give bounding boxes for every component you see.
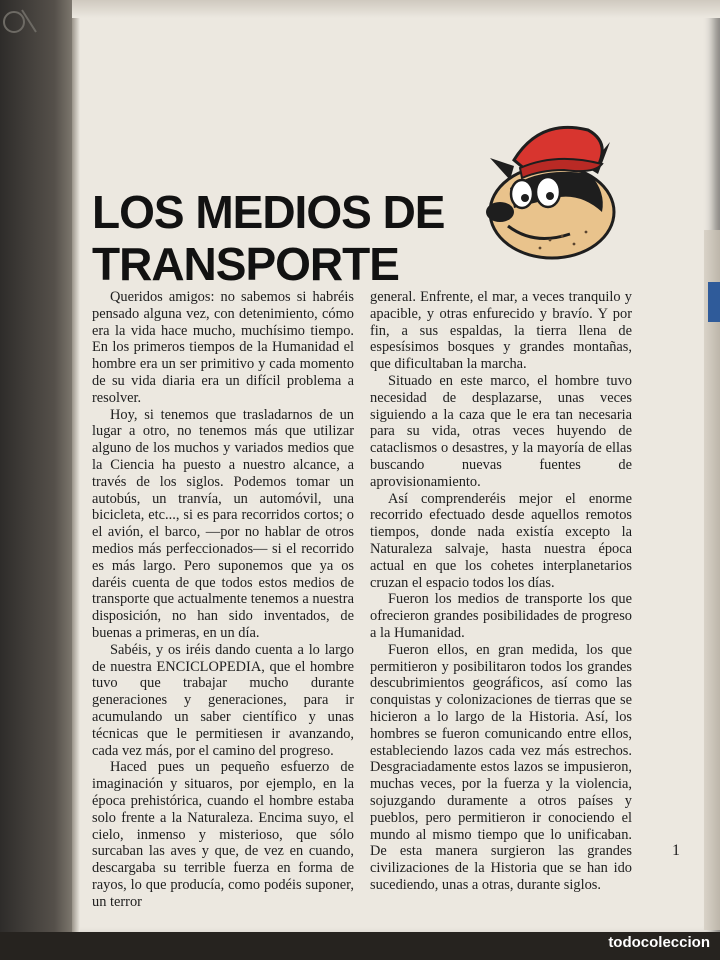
text-column-right bbox=[370, 289, 632, 894]
next-page-edge bbox=[704, 230, 720, 930]
paragraph: Haced pues un pequeño esfuerzo de imaginación y situaros, por ejemplo, en la época prehistórica, cuando el hombre estaba solo frente a la Naturaleza. Encima suyo, el cielo, inmenso y misterioso, que sólo surcaban las aves y que, de vez en cuando, descargaba su terrible fuerza en forma de rayos, lo que producía, como podéis suponer, un terror bbox=[92, 759, 354, 910]
paragraph: Situado en este marco, el hombre tuvo necesidad de desplazarse, unas veces siguiendo a la caza que le era tan necesaria para su vida, otras veces huyendo de cataclismos o desastres, y la mayoría de ellas buscando nuevas fuentes de aprovisionamiento. bbox=[370, 372, 632, 490]
paragraph: general. Enfrente, el mar, a veces tranquilo y apacible, y otras enfurecido y bravío. Y por fin, a sus espaldas, la tierra llena de espesísimos bosques y grandes montañas, que dificultaban la marcha. bbox=[370, 289, 632, 373]
watermark: todocoleccion bbox=[608, 934, 710, 951]
title-line-2: TRANSPORTE bbox=[92, 238, 399, 290]
title-line-1: LOS MEDIOS DE bbox=[92, 186, 445, 238]
paragraph: Fueron ellos, en gran medida, los que permitieron y posibilitaron todos los grandes descubrimientos geográficos, así como las conquistas y colonizaciones de tierras que se hicieron a lo largo de la Historia. Así, los hombres se fueron comunicando entre ellos, estableciendo lazos cada vez más estrechos. Desgraciadamente estos lazos se impusieron, muchas veces, por la fuerza y la violencia, sojuzgando duramente a otros países y pueblos, pero permitieron ir conociendo el mundo al mismo tiempo que lo unificaban. De esta manera surgieron las grandes civilizaciones de la Historia que se han ido sucediendo, unas a otras, durante siglos. bbox=[370, 641, 632, 893]
corner-logo-icon bbox=[0, 2, 40, 44]
paragraph: Así comprenderéis mejor el enorme recorrido efectuado desde aquellos remotos tiempos, donde nada existía excepto la Naturaleza salvaje, hasta nuestra época actual en que los cohetes interplanetarios cruzan el espacio todos los días. bbox=[370, 490, 632, 591]
page-gutter bbox=[72, 0, 80, 938]
text-column-left bbox=[92, 289, 354, 910]
page-title bbox=[92, 186, 444, 290]
paragraph: Queridos amigos: no sabemos si habréis pensado alguna vez, con detenimiento, cómo era la vida hace mucho, muchísimo tiempo. En los primeros tiempos de la Humanidad el hombre era un ser primitivo y cada momento de su vida diaria era un difícil problema a resolver. bbox=[92, 289, 354, 406]
paragraph: Sabéis, y os iréis dando cuenta a lo largo de nuestra ENCICLOPEDIA, que el hombre tuvo que trabajar mucho durante generaciones y generaciones, para ir acumulando un saber científico y unas técnicas que le permitiesen ir avanzando, cada vez más, por el camino del progreso. bbox=[92, 641, 354, 759]
paragraph: Fueron los medios de transporte los que ofrecieron grandes posibilidades de progreso a la Humanidad. bbox=[370, 591, 632, 641]
cartoon-dog-mascot-icon bbox=[470, 108, 620, 268]
page-number: 1 bbox=[672, 842, 680, 859]
book-binding-shadow bbox=[0, 0, 78, 960]
blue-tab bbox=[708, 282, 720, 322]
page-top-shadow bbox=[72, 0, 720, 18]
paragraph: Hoy, si tenemos que trasladarnos de un lugar a otro, no tenemos más que utilizar alguno de los muchos y variados medios que la Ciencia ha puesto a nuestro alcance, a través de los siglos. Podemos tomar un autobús, un tranvía, un automóvil, una bicicleta, etc..., si es para recorridos cortos; o el avión, el barco, —por no hablar de otros medios más perfeccionados— si el recorrido es más largo. Pero suponemos que ya os daréis cuenta de que todos estos medios de transporte que actualmente tenemos a nuestra disposición, no han sido inventados, de buenas a primeras, en un día. bbox=[92, 406, 354, 641]
